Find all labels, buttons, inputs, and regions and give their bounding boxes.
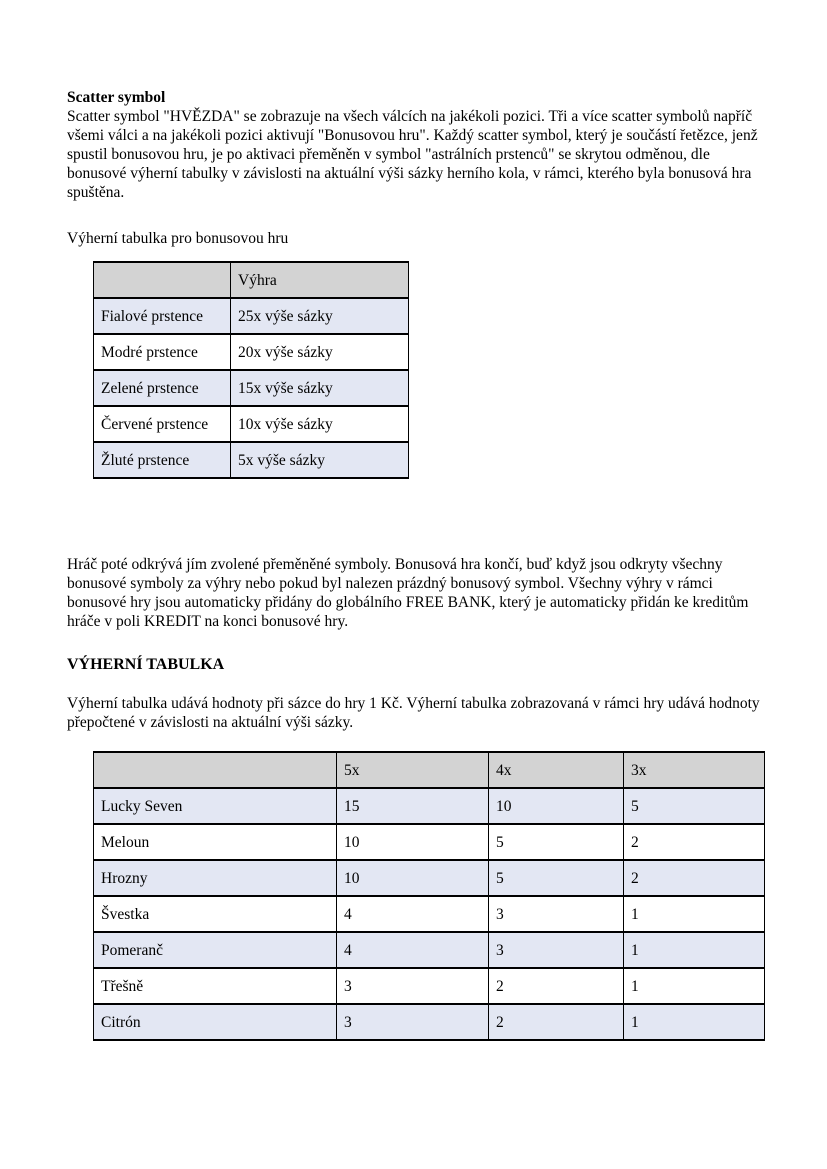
- paytable-value-cell: 10: [337, 824, 489, 860]
- paytable-header-5x: 5x: [337, 752, 489, 788]
- bonus-symbol-cell: Červené prstence: [94, 406, 231, 442]
- paytable-value-cell: 1: [624, 968, 765, 1004]
- paytable-value-cell: 4: [337, 932, 489, 968]
- paytable-row: [94, 1004, 765, 1040]
- paytable-header-4x: 4x: [489, 752, 624, 788]
- scatter-paragraph: Scatter symbol "HVĚZDA" se zobrazuje na všech válcích na jakékoli pozici. Tři a více scatter symbolů napříč všemi válci a na jakékoli pozici aktivují "Bonusovou hru". Každý scatter symbol, který je součástí řetězce, jenž spustil bonusovou hru, je po aktivaci přeměněn v symbol "astrálních prstenců" se skrytou odměnou, dle bonusové výherní tabulky v závislosti na aktuální výši sázky herního kola, v rámci, kterého byla bonusová hra spuštěna.: [67, 108, 758, 201]
- paytable-row: [94, 932, 765, 968]
- paytable-row: [94, 824, 765, 860]
- paytable-symbol-cell: Hrozny: [94, 860, 337, 896]
- paytable-header-3x: 3x: [624, 752, 765, 788]
- bonus-win-cell: 25x výše sázky: [231, 298, 409, 334]
- bonus-table-caption: Výherní tabulka pro bonusovou hru: [67, 230, 289, 247]
- paytable-symbol-cell: Třešně: [94, 968, 337, 1004]
- paytable-row: [94, 788, 765, 824]
- bonus-end-paragraph: Hráč poté odkrývá jím zvolené přeměněné symboly. Bonusová hra končí, buď když jsou odkryty všechny bonusové symboly za výhry nebo pokud byl nalezen prázdný bonusový symbol. Všechny výhry v rámci bonusové hry jsou automaticky přidány do globálního FREE BANK, který je automaticky přidán ke kreditům hráče v poli KREDIT na konci bonusové hry.: [67, 556, 749, 630]
- scatter-section-heading: Scatter symbol: [67, 89, 166, 106]
- paytable-value-cell: 5: [624, 788, 765, 824]
- paytable-symbol-cell: Pomeranč: [94, 932, 337, 968]
- bonus-symbol-cell: Fialové prstence: [94, 298, 231, 334]
- paytable-heading: VÝHERNÍ TABULKA: [67, 656, 225, 673]
- paytable-value-cell: 5: [489, 824, 624, 860]
- bonus-win-cell: 5x výše sázky: [231, 442, 409, 478]
- paytable-value-cell: 1: [624, 932, 765, 968]
- paytable-value-cell: 2: [624, 860, 765, 896]
- bonus-table-header-row: [94, 262, 409, 298]
- paytable-value-cell: 2: [489, 1004, 624, 1040]
- paytable-value-cell: 5: [489, 860, 624, 896]
- paytable-value-cell: 10: [489, 788, 624, 824]
- paytable: [93, 751, 765, 1041]
- paytable-value-cell: 1: [624, 896, 765, 932]
- bonus-win-table: [93, 261, 409, 479]
- bonus-win-cell: 20x výše sázky: [231, 334, 409, 370]
- bonus-win-cell: 15x výše sázky: [231, 370, 409, 406]
- bonus-symbol-cell: Zelené prstence: [94, 370, 231, 406]
- paytable-value-cell: 4: [337, 896, 489, 932]
- bonus-symbol-cell: Modré prstence: [94, 334, 231, 370]
- bonus-table-header-vyhra: Výhra: [231, 262, 409, 298]
- paytable-value-cell: 1: [624, 1004, 765, 1040]
- bonus-symbol-cell: Žluté prstence: [94, 442, 231, 478]
- bonus-table-row: [94, 442, 409, 478]
- paytable-value-cell: 3: [337, 968, 489, 1004]
- paytable-symbol-cell: Meloun: [94, 824, 337, 860]
- bonus-table-row: [94, 370, 409, 406]
- paytable-value-cell: 10: [337, 860, 489, 896]
- paytable-row: [94, 968, 765, 1004]
- paytable-value-cell: 2: [489, 968, 624, 1004]
- paytable-intro: Výherní tabulka udává hodnoty při sázce do hry 1 Kč. Výherní tabulka zobrazovaná v rámci hry udává hodnoty přepočtené v závislosti na aktuální výši sázky.: [67, 695, 760, 731]
- bonus-table-header-empty: [94, 262, 231, 298]
- paytable-header-row: [94, 752, 765, 788]
- paytable-symbol-cell: Lucky Seven: [94, 788, 337, 824]
- paytable-symbol-cell: Citrón: [94, 1004, 337, 1040]
- bonus-table-row: [94, 334, 409, 370]
- paytable-row: [94, 860, 765, 896]
- paytable-value-cell: 3: [489, 896, 624, 932]
- bonus-win-cell: 10x výše sázky: [231, 406, 409, 442]
- paytable-value-cell: 3: [337, 1004, 489, 1040]
- paytable-value-cell: 3: [489, 932, 624, 968]
- paytable-value-cell: 2: [624, 824, 765, 860]
- paytable-symbol-cell: Švestka: [94, 896, 337, 932]
- bonus-table-row: [94, 406, 409, 442]
- paytable-row: [94, 896, 765, 932]
- bonus-table-row: [94, 298, 409, 334]
- paytable-value-cell: 15: [337, 788, 489, 824]
- paytable-header-empty: [94, 752, 337, 788]
